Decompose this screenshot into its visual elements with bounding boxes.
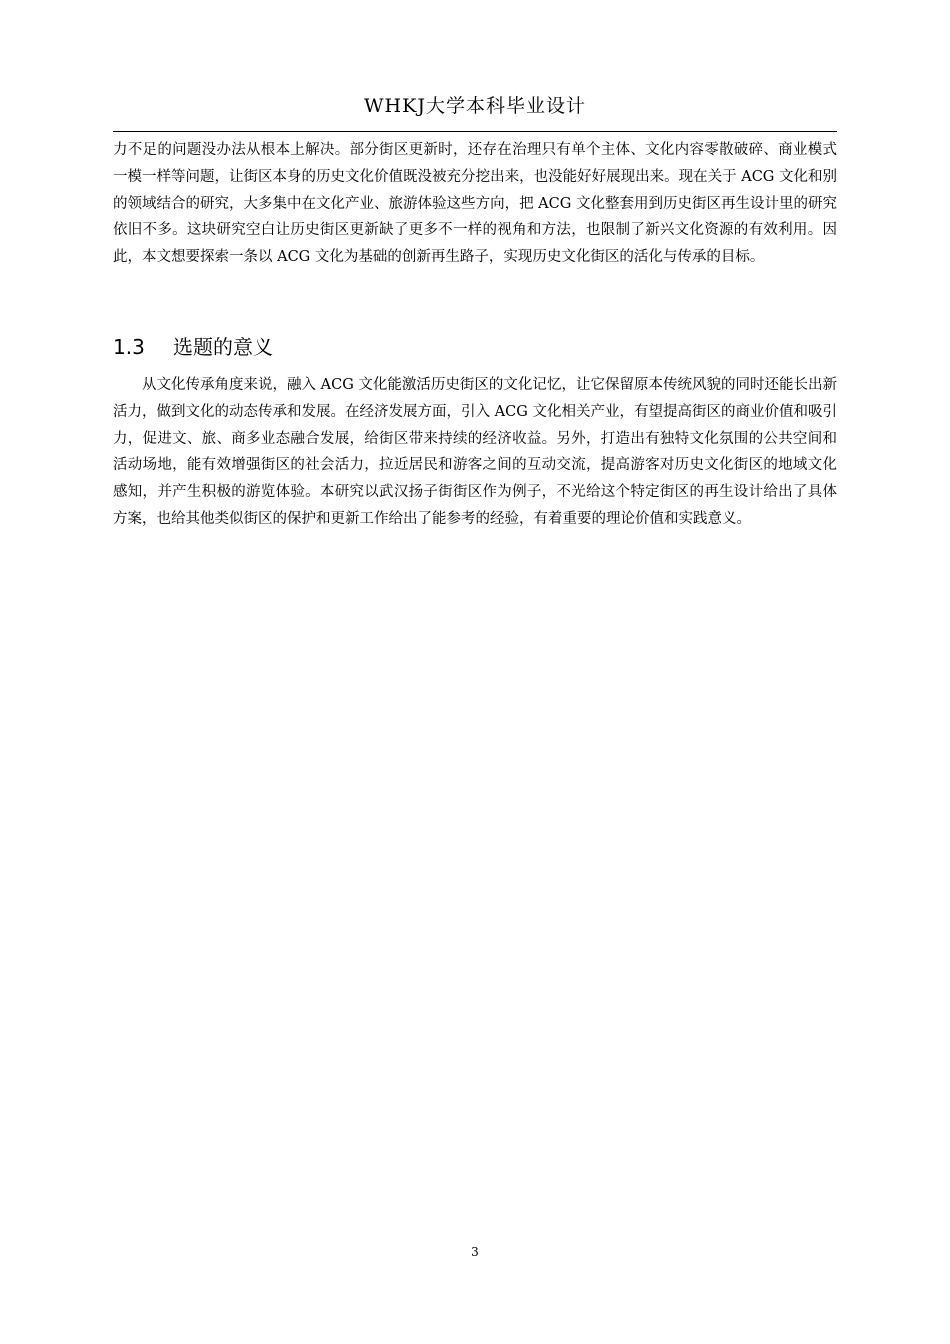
body-paragraph-1: 力不足的问题没办法从根本上解决。部分街区更新时，还存在治理只有单个主体、文化内容零散破碎、商业模式一模一样等问题，让街区本身的历史文化价值既没被充分挖出来，也没能好好展现出来。现在关于 ACG 文化和别的领域结合的研究，大多集中在文化产业、旅游体验这些方向，把 ACG 文化整套用到历史街区再生设计里的研究依旧不多。这块研究空白让历史街区更新缺了更多不一样的视角和方法，也限制了新兴文化资源的有效利用。因此，本文想要探索一条以 ACG 文化为基础的创新再生路子，实现历史文化街区的活化与传承的目标。	[113, 142, 837, 266]
page-number: 3	[471, 1245, 479, 1259]
header-divider	[113, 131, 837, 132]
body-paragraph-2: 从文化传承角度来说，融入 ACG 文化能激活历史街区的文化记忆，让它保留原本传统风貌的同时还能长出新活力，做到文化的动态传承和发展。在经济发展方面，引入 ACG 文化相关产业，有望提高街区的商业价值和吸引力，促进文、旅、商多业态融合发展，给街区带来持续的经济收益。另外，打造出有独特文化氛围的公共空间和活动场地，能有效增强街区的社会活力，拉近居民和游客之间的互动交流，提高游客对历史文化街区的地域文化感知，并产生积极的游览体验。本研究以武汉扬子街街区作为例子，不光给这个特定街区的再生设计给出了具体方案，也给其他类似街区的保护和更新工作给出了能参考的经验，有着重要的理论价值和实践意义。	[113, 377, 837, 527]
section-title: 选题的意义	[173, 335, 273, 359]
page-header: WHKJ大学本科毕业设计	[364, 95, 586, 117]
section-number: 1.3	[113, 335, 145, 359]
section-heading	[113, 331, 837, 363]
